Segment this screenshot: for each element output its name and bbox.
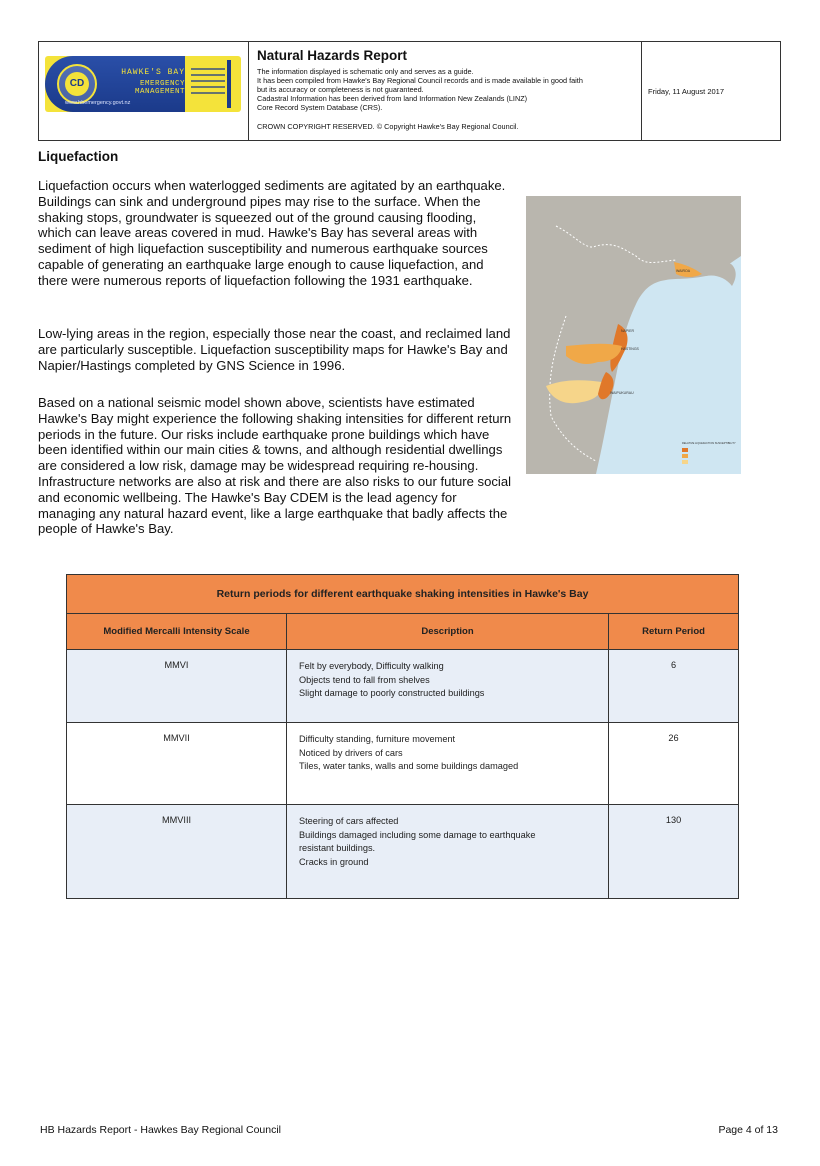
disclaimer-line: The information displayed is schematic only and serves as a guide. xyxy=(257,67,474,76)
cell-return-period: 26 xyxy=(609,723,739,805)
header-description: Description xyxy=(287,614,609,650)
disclaimer-line: Core Record System Database (CRS). xyxy=(257,103,383,112)
paragraph-low-lying: Low-lying areas in the region, especially those near the coast, and reclaimed land are particularly susceptible. Liquefaction susceptibility maps for Hawke's Bay and Napier/Hastings completed by GNS Science in 1996. xyxy=(38,326,511,373)
map-label: HASTINGS xyxy=(621,347,639,351)
disclaimer-line: but its accuracy or completeness is not guaranteed. xyxy=(257,85,424,94)
paragraph-intro: Liquefaction occurs when waterlogged sediments are agitated by an earthquake. Buildings can sink and underground pipes may rise to the surface. When the shaking stops, groundwater is squeezed out of the ground causing flooding, which can leave areas covered in mud. Hawke's Bay has several areas with sediment of high liquefaction susceptibility and numerous earthquake sources capable of generating an earthquake large enough to cause liquefaction, and there were numerous reports of liquefaction following the 1931 earthquake. xyxy=(38,178,506,288)
paragraph-seismic-model: Based on a national seismic model shown above, scientists have estimated Hawke's Bay might experience the following shaking intensities for different return periods in the future. Our risks include earthquake prone buildings which have been identified within our main cities & towns, and although residential dwellings are considered a low risk, damage may be widespread requiring re-housing. Infrastructure networks are also at risk and there are also risks to our future social and economic wellbeing. The Hawke's Bay CDEM is the lead agency for managing any natural hazard event, like a large earthquake that badly affects the people of Hawke's Bay. xyxy=(38,395,512,537)
report-info xyxy=(248,42,642,140)
table-row xyxy=(67,723,739,805)
map-label: NAPIER xyxy=(621,329,635,333)
footer-title: HB Hazards Report - Hawkes Bay Regional Council xyxy=(40,1124,282,1136)
map-label: WAIROA xyxy=(676,269,691,273)
cell-description: Felt by everybody, Difficulty walking Objects tend to fall from shelves Slight damage to poorly constructed buildings xyxy=(287,650,609,723)
return-period-table xyxy=(66,574,738,899)
disclaimer-line: Cadastral Information has been derived from land Information New Zealands (LINZ) xyxy=(257,94,528,103)
header-scale: Modified Mercalli Intensity Scale xyxy=(67,614,287,650)
date-cell xyxy=(642,42,780,140)
header-return-period: Return Period xyxy=(609,614,739,650)
table-row xyxy=(67,650,739,723)
map-label: WAIPUKURAU xyxy=(610,391,634,395)
cell-return-period: 6 xyxy=(609,650,739,723)
copyright-notice: CROWN COPYRIGHT RESERVED. © Copyright Hawke's Bay Regional Council. xyxy=(257,122,519,131)
table-title: Return periods for different earthquake shaking intensities in Hawke's Bay xyxy=(67,575,739,614)
report-date: Friday, 11 August 2017 xyxy=(648,86,725,96)
disclaimer-line: It has been compiled from Hawke's Bay Regional Council records and is made available in good faith xyxy=(257,76,583,85)
liquefaction-map xyxy=(526,196,741,474)
cell-description: Steering of cars affected Buildings damaged including some damage to earthquake resistant buildings. Cracks in ground xyxy=(287,805,609,899)
page-number: Page 4 of 13 xyxy=(718,1124,778,1136)
cell-scale: MMVI xyxy=(67,650,287,723)
report-header xyxy=(38,41,781,141)
legend-swatch-low xyxy=(682,460,688,464)
cell-description: Difficulty standing, furniture movement Noticed by drivers of cars Tiles, water tanks, walls and some buildings damaged xyxy=(287,723,609,805)
hb-emergency-management-logo xyxy=(45,56,241,112)
cd-badge-icon: CD xyxy=(57,64,97,104)
table-row xyxy=(67,805,739,899)
logo-text-line1: HAWKE'S BAY xyxy=(121,68,185,77)
logo-cell xyxy=(39,42,248,140)
cell-scale: MMVII xyxy=(67,723,287,805)
logo-url: www.hbemergency.govt.nz xyxy=(65,100,131,106)
cell-scale: MMVIII xyxy=(67,805,287,899)
logo-text-line2: EMERGENCY MANAGEMENT xyxy=(134,80,185,96)
report-title: Natural Hazards Report xyxy=(257,48,408,63)
legend-title: RELATIVE LIQUEFACTION SUSCEPTIBILITY xyxy=(682,442,736,445)
legend-swatch-moderate xyxy=(682,454,688,458)
cell-return-period: 130 xyxy=(609,805,739,899)
legend-swatch-high xyxy=(682,448,688,452)
section-title: Liquefaction xyxy=(38,149,119,164)
